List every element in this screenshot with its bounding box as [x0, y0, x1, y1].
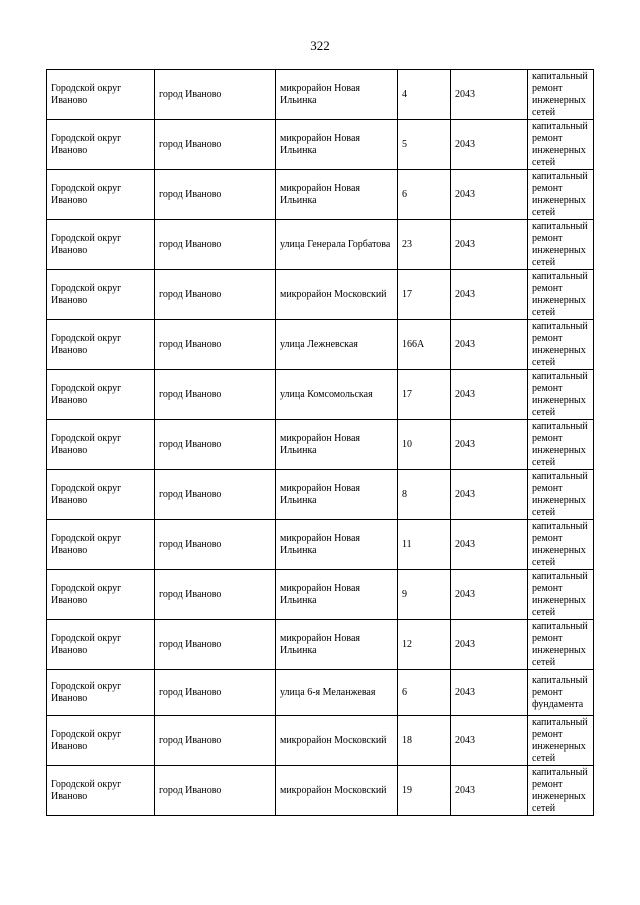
cell-year: 2043 — [451, 470, 528, 520]
table-row — [47, 220, 594, 270]
cell-district: Городской округ Иваново — [47, 170, 155, 220]
cell-work: капитальный ремонт инженерных сетей — [528, 270, 594, 320]
cell-street: микрорайон Московский — [276, 716, 398, 766]
cell-work: капитальный ремонт инженерных сетей — [528, 716, 594, 766]
cell-year: 2043 — [451, 570, 528, 620]
cell-city: город Иваново — [155, 370, 276, 420]
cell-year: 2043 — [451, 370, 528, 420]
cell-year: 2043 — [451, 220, 528, 270]
cell-district: Городской округ Иваново — [47, 520, 155, 570]
cell-work: капитальный ремонт инженерных сетей — [528, 320, 594, 370]
cell-house: 18 — [398, 716, 451, 766]
cell-house: 17 — [398, 370, 451, 420]
cell-city: город Иваново — [155, 220, 276, 270]
cell-house: 9 — [398, 570, 451, 620]
cell-house: 11 — [398, 520, 451, 570]
cell-house: 17 — [398, 270, 451, 320]
cell-street: улица Комсомольская — [276, 370, 398, 420]
table-row — [47, 370, 594, 420]
table-row — [47, 766, 594, 816]
table-row — [47, 170, 594, 220]
table-row — [47, 670, 594, 716]
cell-house: 6 — [398, 670, 451, 716]
table-row — [47, 120, 594, 170]
cell-year: 2043 — [451, 520, 528, 570]
cell-district: Городской округ Иваново — [47, 220, 155, 270]
table-row — [47, 270, 594, 320]
cell-street: микрорайон Новая Ильинка — [276, 120, 398, 170]
cell-street: микрорайон Новая Ильинка — [276, 470, 398, 520]
cell-house: 8 — [398, 470, 451, 520]
cell-street: микрорайон Новая Ильинка — [276, 70, 398, 120]
cell-year: 2043 — [451, 120, 528, 170]
cell-work: капитальный ремонт инженерных сетей — [528, 120, 594, 170]
cell-district: Городской округ Иваново — [47, 120, 155, 170]
cell-district: Городской округ Иваново — [47, 570, 155, 620]
cell-district: Городской округ Иваново — [47, 420, 155, 470]
cell-city: город Иваново — [155, 620, 276, 670]
cell-street: микрорайон Новая Ильинка — [276, 170, 398, 220]
cell-city: город Иваново — [155, 716, 276, 766]
cell-work: капитальный ремонт инженерных сетей — [528, 520, 594, 570]
cell-house: 10 — [398, 420, 451, 470]
cell-district: Городской округ Иваново — [47, 670, 155, 716]
table-row — [47, 570, 594, 620]
registry-table-body — [47, 70, 594, 816]
cell-street: улица Генерала Горбатова — [276, 220, 398, 270]
cell-year: 2043 — [451, 620, 528, 670]
cell-street: микрорайон Новая Ильинка — [276, 420, 398, 470]
cell-street: микрорайон Новая Ильинка — [276, 620, 398, 670]
cell-district: Городской округ Иваново — [47, 470, 155, 520]
cell-work: капитальный ремонт инженерных сетей — [528, 370, 594, 420]
cell-work: капитальный ремонт инженерных сетей — [528, 420, 594, 470]
cell-city: город Иваново — [155, 470, 276, 520]
cell-house: 23 — [398, 220, 451, 270]
cell-work: капитальный ремонт инженерных сетей — [528, 170, 594, 220]
table-row — [47, 620, 594, 670]
cell-street: микрорайон Новая Ильинка — [276, 570, 398, 620]
cell-house: 5 — [398, 120, 451, 170]
cell-year: 2043 — [451, 70, 528, 120]
cell-house: 12 — [398, 620, 451, 670]
cell-city: город Иваново — [155, 520, 276, 570]
table-row — [47, 470, 594, 520]
cell-year: 2043 — [451, 716, 528, 766]
cell-house: 166А — [398, 320, 451, 370]
cell-house: 6 — [398, 170, 451, 220]
cell-district: Городской округ Иваново — [47, 270, 155, 320]
cell-district: Городской округ Иваново — [47, 370, 155, 420]
cell-street: улица 6-я Меланжевая — [276, 670, 398, 716]
cell-city: город Иваново — [155, 270, 276, 320]
cell-work: капитальный ремонт инженерных сетей — [528, 570, 594, 620]
cell-city: город Иваново — [155, 170, 276, 220]
table-row — [47, 420, 594, 470]
cell-year: 2043 — [451, 766, 528, 816]
cell-city: город Иваново — [155, 766, 276, 816]
cell-work: капитальный ремонт инженерных сетей — [528, 220, 594, 270]
cell-year: 2043 — [451, 670, 528, 716]
cell-city: город Иваново — [155, 320, 276, 370]
cell-street: улица Лежневская — [276, 320, 398, 370]
cell-year: 2043 — [451, 170, 528, 220]
table-row — [47, 320, 594, 370]
cell-street: микрорайон Новая Ильинка — [276, 520, 398, 570]
cell-city: город Иваново — [155, 420, 276, 470]
page-number: 322 — [310, 38, 330, 53]
cell-work: капитальный ремонт инженерных сетей — [528, 70, 594, 120]
cell-city: город Иваново — [155, 670, 276, 716]
cell-year: 2043 — [451, 270, 528, 320]
table-row — [47, 70, 594, 120]
cell-work: капитальный ремонт фундамента — [528, 670, 594, 716]
cell-district: Городской округ Иваново — [47, 716, 155, 766]
cell-city: город Иваново — [155, 120, 276, 170]
cell-house: 19 — [398, 766, 451, 816]
cell-street: микрорайон Московский — [276, 270, 398, 320]
cell-work: капитальный ремонт инженерных сетей — [528, 766, 594, 816]
cell-street: микрорайон Московский — [276, 766, 398, 816]
cell-year: 2043 — [451, 420, 528, 470]
cell-district: Городской округ Иваново — [47, 70, 155, 120]
table-row — [47, 716, 594, 766]
cell-district: Городской округ Иваново — [47, 766, 155, 816]
table-row — [47, 520, 594, 570]
cell-work: капитальный ремонт инженерных сетей — [528, 620, 594, 670]
cell-city: город Иваново — [155, 570, 276, 620]
cell-house: 4 — [398, 70, 451, 120]
cell-work: капитальный ремонт инженерных сетей — [528, 470, 594, 520]
cell-district: Городской округ Иваново — [47, 620, 155, 670]
registry-table — [46, 69, 594, 816]
cell-year: 2043 — [451, 320, 528, 370]
cell-district: Городской округ Иваново — [47, 320, 155, 370]
cell-city: город Иваново — [155, 70, 276, 120]
